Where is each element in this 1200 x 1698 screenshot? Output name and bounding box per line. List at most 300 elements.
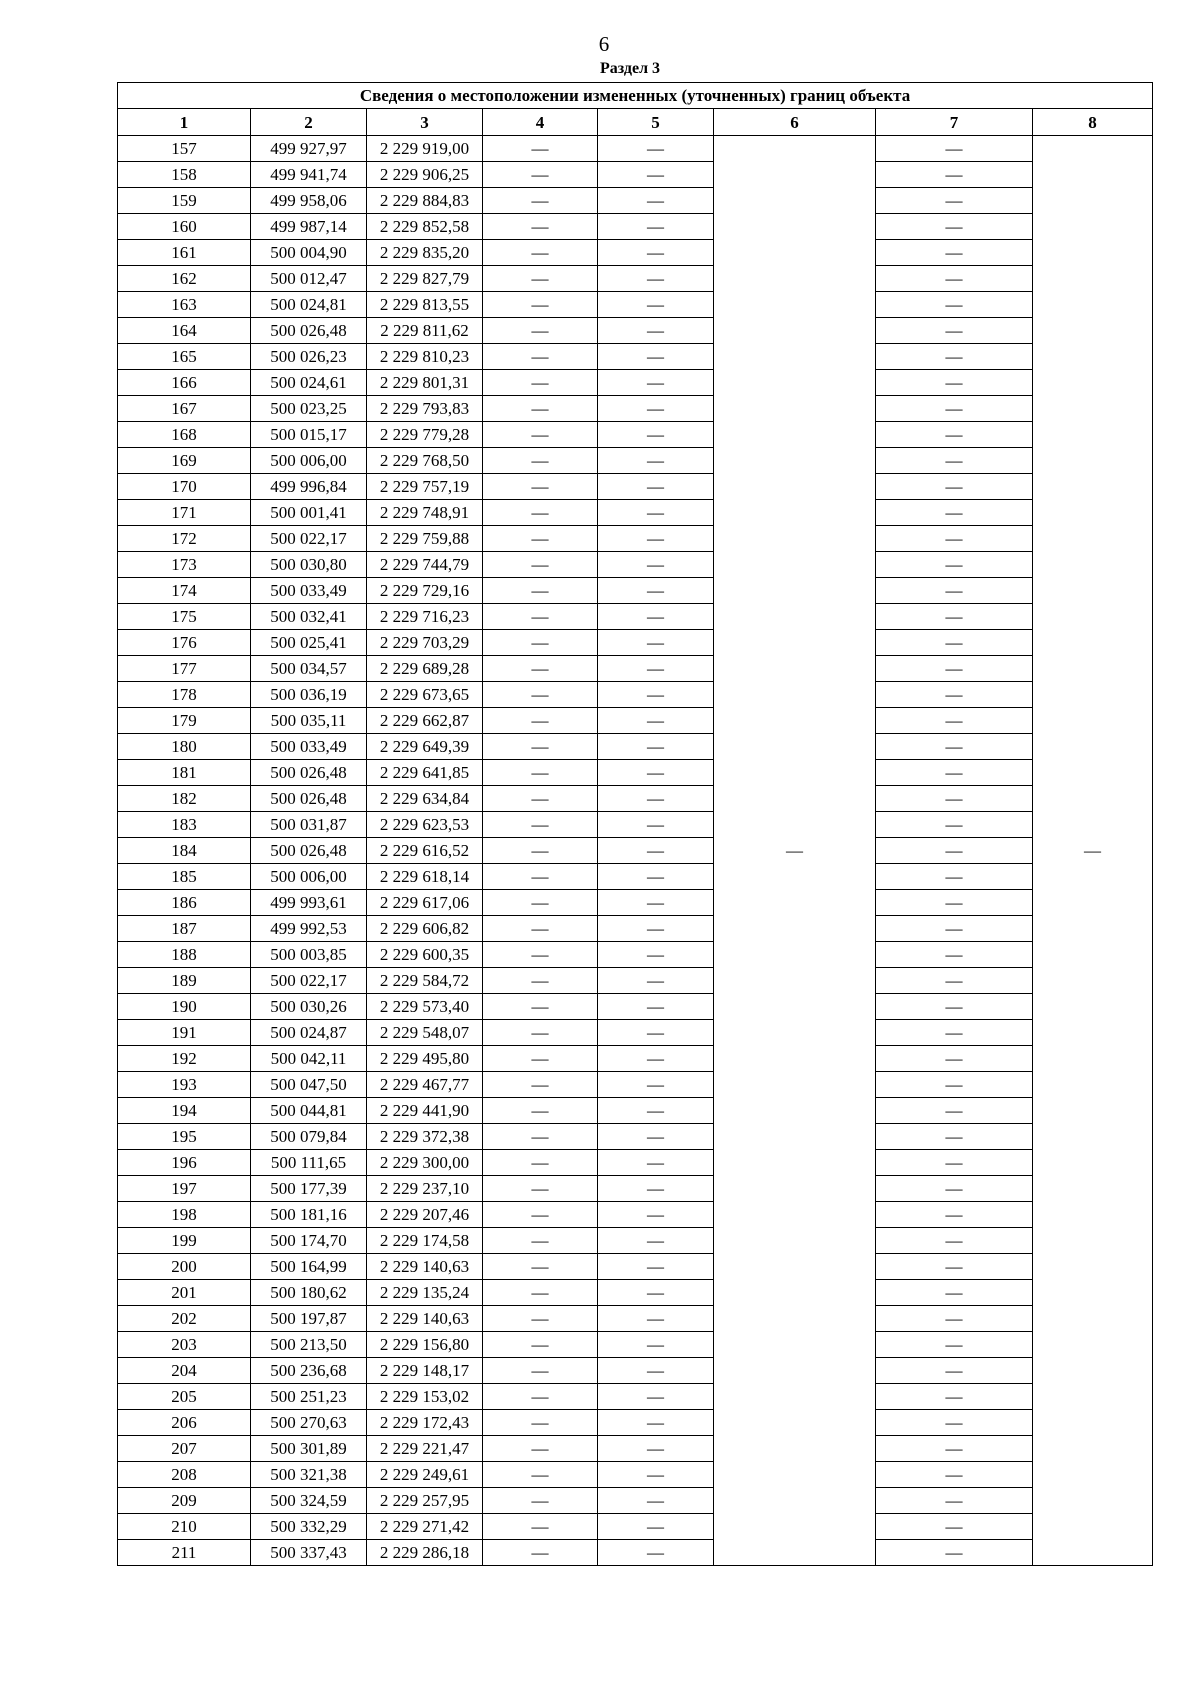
column-5-cell: —	[598, 188, 714, 214]
y-coordinate-cell: 2 229 662,87	[367, 708, 483, 734]
point-number-cell: 188	[118, 942, 251, 968]
column-4-cell: —	[483, 994, 598, 1020]
y-coordinate-cell: 2 229 748,91	[367, 500, 483, 526]
y-coordinate-cell: 2 229 703,29	[367, 630, 483, 656]
x-coordinate-cell: 500 042,11	[251, 1046, 367, 1072]
y-coordinate-cell: 2 229 729,16	[367, 578, 483, 604]
column-4-cell: —	[483, 1488, 598, 1514]
column-4-cell: —	[483, 1280, 598, 1306]
x-coordinate-cell: 500 015,17	[251, 422, 367, 448]
point-number-cell: 191	[118, 1020, 251, 1046]
column-5-cell: —	[598, 1410, 714, 1436]
column-6-merged-cell: —	[714, 136, 876, 1566]
y-coordinate-cell: 2 229 801,31	[367, 370, 483, 396]
x-coordinate-cell: 500 032,41	[251, 604, 367, 630]
column-4-cell: —	[483, 786, 598, 812]
x-coordinate-cell: 500 033,49	[251, 578, 367, 604]
point-number-cell: 158	[118, 162, 251, 188]
column-7-cell: —	[876, 1176, 1033, 1202]
column-5-cell: —	[598, 1150, 714, 1176]
column-4-cell: —	[483, 1410, 598, 1436]
y-coordinate-cell: 2 229 573,40	[367, 994, 483, 1020]
table-row	[118, 188, 1153, 214]
column-5-cell: —	[598, 1124, 714, 1150]
column-4-cell: —	[483, 1358, 598, 1384]
point-number-cell: 179	[118, 708, 251, 734]
column-7-cell: —	[876, 292, 1033, 318]
x-coordinate-cell: 500 034,57	[251, 656, 367, 682]
column-4-cell: —	[483, 1228, 598, 1254]
table-row	[118, 1072, 1153, 1098]
x-coordinate-cell: 500 197,87	[251, 1306, 367, 1332]
column-5-cell: —	[598, 526, 714, 552]
column-5-cell: —	[598, 682, 714, 708]
column-header-3: 3	[367, 109, 483, 136]
point-number-cell: 204	[118, 1358, 251, 1384]
column-4-cell: —	[483, 708, 598, 734]
column-7-cell: —	[876, 1540, 1033, 1566]
y-coordinate-cell: 2 229 852,58	[367, 214, 483, 240]
x-coordinate-cell: 500 026,48	[251, 318, 367, 344]
y-coordinate-cell: 2 229 623,53	[367, 812, 483, 838]
x-coordinate-cell: 500 026,48	[251, 838, 367, 864]
point-number-cell: 161	[118, 240, 251, 266]
column-4-cell: —	[483, 240, 598, 266]
column-7-cell: —	[876, 1358, 1033, 1384]
y-coordinate-cell: 2 229 906,25	[367, 162, 483, 188]
x-coordinate-cell: 500 047,50	[251, 1072, 367, 1098]
boundary-table	[117, 82, 1153, 1566]
section-title: Раздел 3	[599, 60, 661, 77]
x-coordinate-cell: 500 079,84	[251, 1124, 367, 1150]
table-row	[118, 1462, 1153, 1488]
table-row	[118, 994, 1153, 1020]
table-row	[118, 942, 1153, 968]
column-7-cell: —	[876, 1280, 1033, 1306]
column-5-cell: —	[598, 318, 714, 344]
point-number-cell: 184	[118, 838, 251, 864]
column-7-cell: —	[876, 604, 1033, 630]
x-coordinate-cell: 500 031,87	[251, 812, 367, 838]
column-4-cell: —	[483, 292, 598, 318]
x-coordinate-cell: 500 033,49	[251, 734, 367, 760]
x-coordinate-cell: 500 236,68	[251, 1358, 367, 1384]
column-5-cell: —	[598, 1540, 714, 1566]
column-5-cell: —	[598, 1254, 714, 1280]
y-coordinate-cell: 2 229 271,42	[367, 1514, 483, 1540]
table-row	[118, 162, 1153, 188]
column-5-cell: —	[598, 1306, 714, 1332]
x-coordinate-cell: 500 022,17	[251, 526, 367, 552]
column-5-cell: —	[598, 240, 714, 266]
y-coordinate-cell: 2 229 606,82	[367, 916, 483, 942]
x-coordinate-cell: 500 003,85	[251, 942, 367, 968]
x-coordinate-cell: 499 927,97	[251, 136, 367, 162]
column-5-cell: —	[598, 1436, 714, 1462]
table-row	[118, 136, 1153, 162]
point-number-cell: 185	[118, 864, 251, 890]
column-4-cell: —	[483, 682, 598, 708]
column-5-cell: —	[598, 344, 714, 370]
table-row	[118, 1410, 1153, 1436]
column-5-cell: —	[598, 994, 714, 1020]
x-coordinate-cell: 500 324,59	[251, 1488, 367, 1514]
column-7-cell: —	[876, 552, 1033, 578]
x-coordinate-cell: 500 251,23	[251, 1384, 367, 1410]
y-coordinate-cell: 2 229 156,80	[367, 1332, 483, 1358]
point-number-cell: 202	[118, 1306, 251, 1332]
point-number-cell: 205	[118, 1384, 251, 1410]
point-number-cell: 183	[118, 812, 251, 838]
point-number-cell: 199	[118, 1228, 251, 1254]
table-row	[118, 1280, 1153, 1306]
column-4-cell: —	[483, 474, 598, 500]
column-7-cell: —	[876, 890, 1033, 916]
column-5-cell: —	[598, 1384, 714, 1410]
column-header-5: 5	[598, 109, 714, 136]
x-coordinate-cell: 500 024,61	[251, 370, 367, 396]
column-7-cell: —	[876, 422, 1033, 448]
column-7-cell: —	[876, 1150, 1033, 1176]
table-row	[118, 1098, 1153, 1124]
y-coordinate-cell: 2 229 140,63	[367, 1306, 483, 1332]
x-coordinate-cell: 500 006,00	[251, 448, 367, 474]
column-7-cell: —	[876, 656, 1033, 682]
x-coordinate-cell: 500 321,38	[251, 1462, 367, 1488]
column-7-cell: —	[876, 1072, 1033, 1098]
x-coordinate-cell: 499 958,06	[251, 188, 367, 214]
column-5-cell: —	[598, 1020, 714, 1046]
y-coordinate-cell: 2 229 768,50	[367, 448, 483, 474]
column-7-cell: —	[876, 1384, 1033, 1410]
column-4-cell: —	[483, 760, 598, 786]
x-coordinate-cell: 500 030,80	[251, 552, 367, 578]
column-7-cell: —	[876, 864, 1033, 890]
y-coordinate-cell: 2 229 716,23	[367, 604, 483, 630]
table-row	[118, 1384, 1153, 1410]
point-number-cell: 192	[118, 1046, 251, 1072]
table-row	[118, 708, 1153, 734]
point-number-cell: 193	[118, 1072, 251, 1098]
y-coordinate-cell: 2 229 135,24	[367, 1280, 483, 1306]
column-7-cell: —	[876, 630, 1033, 656]
table-row	[118, 864, 1153, 890]
column-5-cell: —	[598, 448, 714, 474]
table-row	[118, 1020, 1153, 1046]
point-number-cell: 210	[118, 1514, 251, 1540]
column-7-cell: —	[876, 344, 1033, 370]
column-4-cell: —	[483, 1124, 598, 1150]
y-coordinate-cell: 2 229 372,38	[367, 1124, 483, 1150]
x-coordinate-cell: 500 111,65	[251, 1150, 367, 1176]
point-number-cell: 173	[118, 552, 251, 578]
table-row	[118, 448, 1153, 474]
column-header-1: 1	[118, 109, 251, 136]
table-row	[118, 1176, 1153, 1202]
column-7-cell: —	[876, 1462, 1033, 1488]
column-5-cell: —	[598, 1332, 714, 1358]
column-header-7: 7	[876, 109, 1033, 136]
y-coordinate-cell: 2 229 174,58	[367, 1228, 483, 1254]
column-5-cell: —	[598, 474, 714, 500]
point-number-cell: 162	[118, 266, 251, 292]
point-number-cell: 208	[118, 1462, 251, 1488]
x-coordinate-cell: 499 993,61	[251, 890, 367, 916]
point-number-cell: 195	[118, 1124, 251, 1150]
table-row	[118, 890, 1153, 916]
column-5-cell: —	[598, 786, 714, 812]
table-row	[118, 1228, 1153, 1254]
column-7-cell: —	[876, 1124, 1033, 1150]
column-4-cell: —	[483, 1332, 598, 1358]
column-5-cell: —	[598, 1358, 714, 1384]
point-number-cell: 190	[118, 994, 251, 1020]
table-row	[118, 760, 1153, 786]
column-5-cell: —	[598, 890, 714, 916]
y-coordinate-cell: 2 229 793,83	[367, 396, 483, 422]
y-coordinate-cell: 2 229 548,07	[367, 1020, 483, 1046]
column-5-cell: —	[598, 1202, 714, 1228]
y-coordinate-cell: 2 229 467,77	[367, 1072, 483, 1098]
column-7-cell: —	[876, 916, 1033, 942]
column-7-cell: —	[876, 1410, 1033, 1436]
table-row	[118, 370, 1153, 396]
x-coordinate-cell: 499 987,14	[251, 214, 367, 240]
y-coordinate-cell: 2 229 835,20	[367, 240, 483, 266]
column-5-cell: —	[598, 214, 714, 240]
column-5-cell: —	[598, 136, 714, 162]
column-5-cell: —	[598, 1072, 714, 1098]
point-number-cell: 178	[118, 682, 251, 708]
x-coordinate-cell: 499 941,74	[251, 162, 367, 188]
column-7-cell: —	[876, 526, 1033, 552]
column-4-cell: —	[483, 318, 598, 344]
point-number-cell: 181	[118, 760, 251, 786]
table-caption: Сведения о местоположении измененных (уточненных) границ объекта	[118, 83, 1153, 109]
y-coordinate-cell: 2 229 827,79	[367, 266, 483, 292]
column-4-cell: —	[483, 422, 598, 448]
point-number-cell: 207	[118, 1436, 251, 1462]
point-number-cell: 163	[118, 292, 251, 318]
x-coordinate-cell: 500 180,62	[251, 1280, 367, 1306]
column-4-cell: —	[483, 370, 598, 396]
table-row	[118, 240, 1153, 266]
table-row	[118, 604, 1153, 630]
y-coordinate-cell: 2 229 779,28	[367, 422, 483, 448]
point-number-cell: 165	[118, 344, 251, 370]
column-5-cell: —	[598, 1514, 714, 1540]
y-coordinate-cell: 2 229 257,95	[367, 1488, 483, 1514]
column-4-cell: —	[483, 448, 598, 474]
table-row	[118, 344, 1153, 370]
column-5-cell: —	[598, 396, 714, 422]
x-coordinate-cell: 500 030,26	[251, 994, 367, 1020]
y-coordinate-cell: 2 229 616,52	[367, 838, 483, 864]
column-5-cell: —	[598, 968, 714, 994]
table-row	[118, 1488, 1153, 1514]
column-7-cell: —	[876, 1046, 1033, 1072]
x-coordinate-cell: 499 996,84	[251, 474, 367, 500]
column-5-cell: —	[598, 1488, 714, 1514]
y-coordinate-cell: 2 229 237,10	[367, 1176, 483, 1202]
y-coordinate-cell: 2 229 811,62	[367, 318, 483, 344]
column-7-cell: —	[876, 1202, 1033, 1228]
column-7-cell: —	[876, 708, 1033, 734]
column-7-cell: —	[876, 1436, 1033, 1462]
column-7-cell: —	[876, 994, 1033, 1020]
y-coordinate-cell: 2 229 810,23	[367, 344, 483, 370]
y-coordinate-cell: 2 229 249,61	[367, 1462, 483, 1488]
x-coordinate-cell: 500 035,11	[251, 708, 367, 734]
column-4-cell: —	[483, 968, 598, 994]
table-row	[118, 630, 1153, 656]
column-4-cell: —	[483, 1254, 598, 1280]
y-coordinate-cell: 2 229 148,17	[367, 1358, 483, 1384]
point-number-cell: 187	[118, 916, 251, 942]
column-4-cell: —	[483, 1098, 598, 1124]
column-7-cell: —	[876, 786, 1033, 812]
table-row	[118, 422, 1153, 448]
column-7-cell: —	[876, 136, 1033, 162]
y-coordinate-cell: 2 229 641,85	[367, 760, 483, 786]
column-7-cell: —	[876, 1254, 1033, 1280]
point-number-cell: 211	[118, 1540, 251, 1566]
column-4-cell: —	[483, 188, 598, 214]
y-coordinate-cell: 2 229 813,55	[367, 292, 483, 318]
point-number-cell: 201	[118, 1280, 251, 1306]
column-5-cell: —	[598, 500, 714, 526]
x-coordinate-cell: 500 004,90	[251, 240, 367, 266]
point-number-cell: 209	[118, 1488, 251, 1514]
column-4-cell: —	[483, 838, 598, 864]
x-coordinate-cell: 500 025,41	[251, 630, 367, 656]
column-7-cell: —	[876, 396, 1033, 422]
table-row	[118, 1150, 1153, 1176]
table-row	[118, 552, 1153, 578]
column-7-cell: —	[876, 968, 1033, 994]
column-7-cell: —	[876, 682, 1033, 708]
point-number-cell: 160	[118, 214, 251, 240]
column-4-cell: —	[483, 1436, 598, 1462]
page-number: 6	[598, 32, 610, 56]
point-number-cell: 196	[118, 1150, 251, 1176]
column-4-cell: —	[483, 630, 598, 656]
column-4-cell: —	[483, 344, 598, 370]
column-header-4: 4	[483, 109, 598, 136]
column-5-cell: —	[598, 1228, 714, 1254]
column-5-cell: —	[598, 708, 714, 734]
column-4-cell: —	[483, 266, 598, 292]
column-7-cell: —	[876, 266, 1033, 292]
x-coordinate-cell: 500 036,19	[251, 682, 367, 708]
y-coordinate-cell: 2 229 495,80	[367, 1046, 483, 1072]
point-number-cell: 177	[118, 656, 251, 682]
column-4-cell: —	[483, 604, 598, 630]
column-5-cell: —	[598, 838, 714, 864]
column-5-cell: —	[598, 1098, 714, 1124]
column-5-cell: —	[598, 266, 714, 292]
column-7-cell: —	[876, 1228, 1033, 1254]
column-7-cell: —	[876, 240, 1033, 266]
column-7-cell: —	[876, 734, 1033, 760]
column-4-cell: —	[483, 1384, 598, 1410]
column-4-cell: —	[483, 552, 598, 578]
table-row	[118, 786, 1153, 812]
y-coordinate-cell: 2 229 172,43	[367, 1410, 483, 1436]
table-row	[118, 1124, 1153, 1150]
y-coordinate-cell: 2 229 300,00	[367, 1150, 483, 1176]
column-5-cell: —	[598, 864, 714, 890]
column-5-cell: —	[598, 552, 714, 578]
point-number-cell: 176	[118, 630, 251, 656]
y-coordinate-cell: 2 229 441,90	[367, 1098, 483, 1124]
column-7-cell: —	[876, 500, 1033, 526]
column-8-merged-cell: —	[1033, 136, 1153, 1566]
x-coordinate-cell: 500 181,16	[251, 1202, 367, 1228]
column-5-cell: —	[598, 916, 714, 942]
x-coordinate-cell: 500 213,50	[251, 1332, 367, 1358]
table-row	[118, 734, 1153, 760]
point-number-cell: 170	[118, 474, 251, 500]
table-row	[118, 526, 1153, 552]
x-coordinate-cell: 499 992,53	[251, 916, 367, 942]
column-4-cell: —	[483, 136, 598, 162]
point-number-cell: 203	[118, 1332, 251, 1358]
table-row	[118, 1514, 1153, 1540]
point-number-cell: 169	[118, 448, 251, 474]
table-row	[118, 838, 1153, 864]
x-coordinate-cell: 500 026,48	[251, 786, 367, 812]
column-4-cell: —	[483, 916, 598, 942]
point-number-cell: 186	[118, 890, 251, 916]
point-number-cell: 171	[118, 500, 251, 526]
point-number-cell: 167	[118, 396, 251, 422]
point-number-cell: 182	[118, 786, 251, 812]
y-coordinate-cell: 2 229 618,14	[367, 864, 483, 890]
point-number-cell: 175	[118, 604, 251, 630]
column-7-cell: —	[876, 1514, 1033, 1540]
column-4-cell: —	[483, 396, 598, 422]
column-4-cell: —	[483, 1072, 598, 1098]
column-5-cell: —	[598, 162, 714, 188]
y-coordinate-cell: 2 229 689,28	[367, 656, 483, 682]
table-row	[118, 1306, 1153, 1332]
column-4-cell: —	[483, 1020, 598, 1046]
column-7-cell: —	[876, 1098, 1033, 1124]
point-number-cell: 198	[118, 1202, 251, 1228]
column-4-cell: —	[483, 162, 598, 188]
column-4-cell: —	[483, 214, 598, 240]
table-row	[118, 500, 1153, 526]
column-4-cell: —	[483, 1150, 598, 1176]
table-row	[118, 812, 1153, 838]
column-4-cell: —	[483, 1046, 598, 1072]
table-row	[118, 916, 1153, 942]
x-coordinate-cell: 500 022,17	[251, 968, 367, 994]
x-coordinate-cell: 500 001,41	[251, 500, 367, 526]
x-coordinate-cell: 500 012,47	[251, 266, 367, 292]
column-5-cell: —	[598, 734, 714, 760]
column-7-cell: —	[876, 760, 1033, 786]
y-coordinate-cell: 2 229 919,00	[367, 136, 483, 162]
table-row	[118, 656, 1153, 682]
y-coordinate-cell: 2 229 759,88	[367, 526, 483, 552]
column-7-cell: —	[876, 1332, 1033, 1358]
column-header-8: 8	[1033, 109, 1153, 136]
column-4-cell: —	[483, 942, 598, 968]
column-5-cell: —	[598, 656, 714, 682]
column-5-cell: —	[598, 1046, 714, 1072]
